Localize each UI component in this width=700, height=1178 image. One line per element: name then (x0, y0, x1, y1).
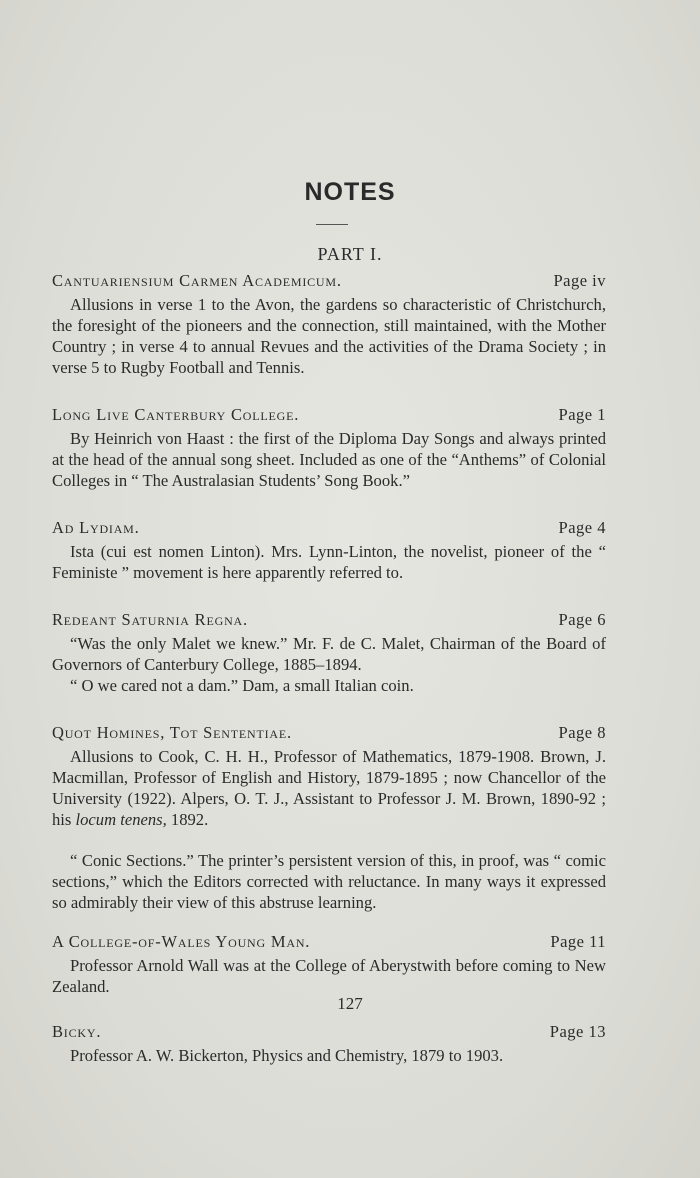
page-number: 127 (337, 994, 363, 1013)
note-heading (52, 517, 606, 541)
note-text: “Was the only Malet we knew.” Mr. F. de C. Malet, Chairman of the Board of Governors of Canterbury College, 1885–1894. (52, 634, 606, 674)
note-text-part: 1892. (166, 810, 209, 829)
note-text: Ista (cui est nomen Linton). Mrs. Lynn-Linton, the novelist, pioneer of the “ Feministe ” movement is here apparently referred to. (52, 542, 606, 582)
note-text: Allusions in verse 1 to the Avon, the gardens so characteristic of Christchurch, the foresight of the pioneers and the connection, still maintained, with the Mother Country ; in verse 4 to annual Revues and the activities of the Drama Society ; in verse 5 to Rugby Football and Tennis. (52, 295, 606, 377)
notes-body (52, 270, 606, 1066)
note-page-ref: Page 1 (558, 405, 606, 424)
note-text (52, 746, 606, 830)
note-text: “ Conic Sections.” The printer’s persistent version of this, in proof, was “ comic sections,” which the Editors corrected with reluctance. In many ways it expressed so admirably their view of this abstruse learning. (52, 851, 606, 912)
note-text-italic: locum tenens, (75, 810, 167, 829)
note-title: A College-of-Wales Young Man. (52, 932, 311, 951)
note-page-ref: Page 4 (558, 518, 606, 537)
note-entry (52, 609, 606, 696)
note-heading (52, 1021, 606, 1045)
note-entry (52, 270, 606, 378)
note-entry (52, 931, 606, 997)
note-entry (52, 1021, 606, 1066)
note-title: Bicky. (52, 1022, 102, 1041)
note-heading (52, 931, 606, 955)
note-entry (52, 517, 606, 583)
note-page-ref: Page iv (553, 271, 606, 290)
note-title: Redeant Saturnia Regna. (52, 610, 248, 629)
note-page-ref: Page 13 (549, 1022, 606, 1041)
note-heading (52, 609, 606, 633)
note-heading (52, 270, 606, 294)
note-title: Ad Lydiam. (52, 518, 140, 537)
note-heading (52, 722, 606, 746)
note-entry (52, 404, 606, 491)
note-title: Quot Homines, Tot Sententiae. (52, 723, 292, 742)
note-page-ref: Page 11 (550, 932, 606, 951)
page-title: NOTES (304, 178, 396, 206)
note-text: “ O we cared not a dam.” Dam, a small Italian coin. (70, 676, 414, 695)
note-title: Long Live Canterbury College. (52, 405, 300, 424)
note-text: Professor Arnold Wall was at the College of Aberystwith before coming to New Zealand. (52, 956, 606, 996)
note-page-ref: Page 8 (558, 723, 606, 742)
note-entry (52, 722, 606, 913)
part-heading: PART I. (317, 244, 383, 264)
note-page-ref: Page 6 (558, 610, 606, 629)
note-heading (52, 404, 606, 428)
note-text-part: Allusions to Cook, C. H. H., Professor of Mathematics, 1879-1908. Brown, J. Macmillan, Professor of English and History, 1879-1895 ; now Chancellor of the University (1922). Alpers, O. T. J., Assistant to Professor J. M. Brown, 1890-92 ; his (52, 747, 606, 829)
note-text: Professor A. W. Bickerton, Physics and Chemistry, 1879 to 1903. (70, 1046, 504, 1065)
note-text: By Heinrich von Haast : the first of the Diploma Day Songs and always printed at the head of the annual song sheet. Included as one of the “Anthems” of Colonial Colleges in “ The Australasian Students’ Song Book.” (52, 429, 606, 490)
title-rule (316, 224, 348, 225)
note-title: Cantuariensium Carmen Academicum. (52, 271, 342, 290)
